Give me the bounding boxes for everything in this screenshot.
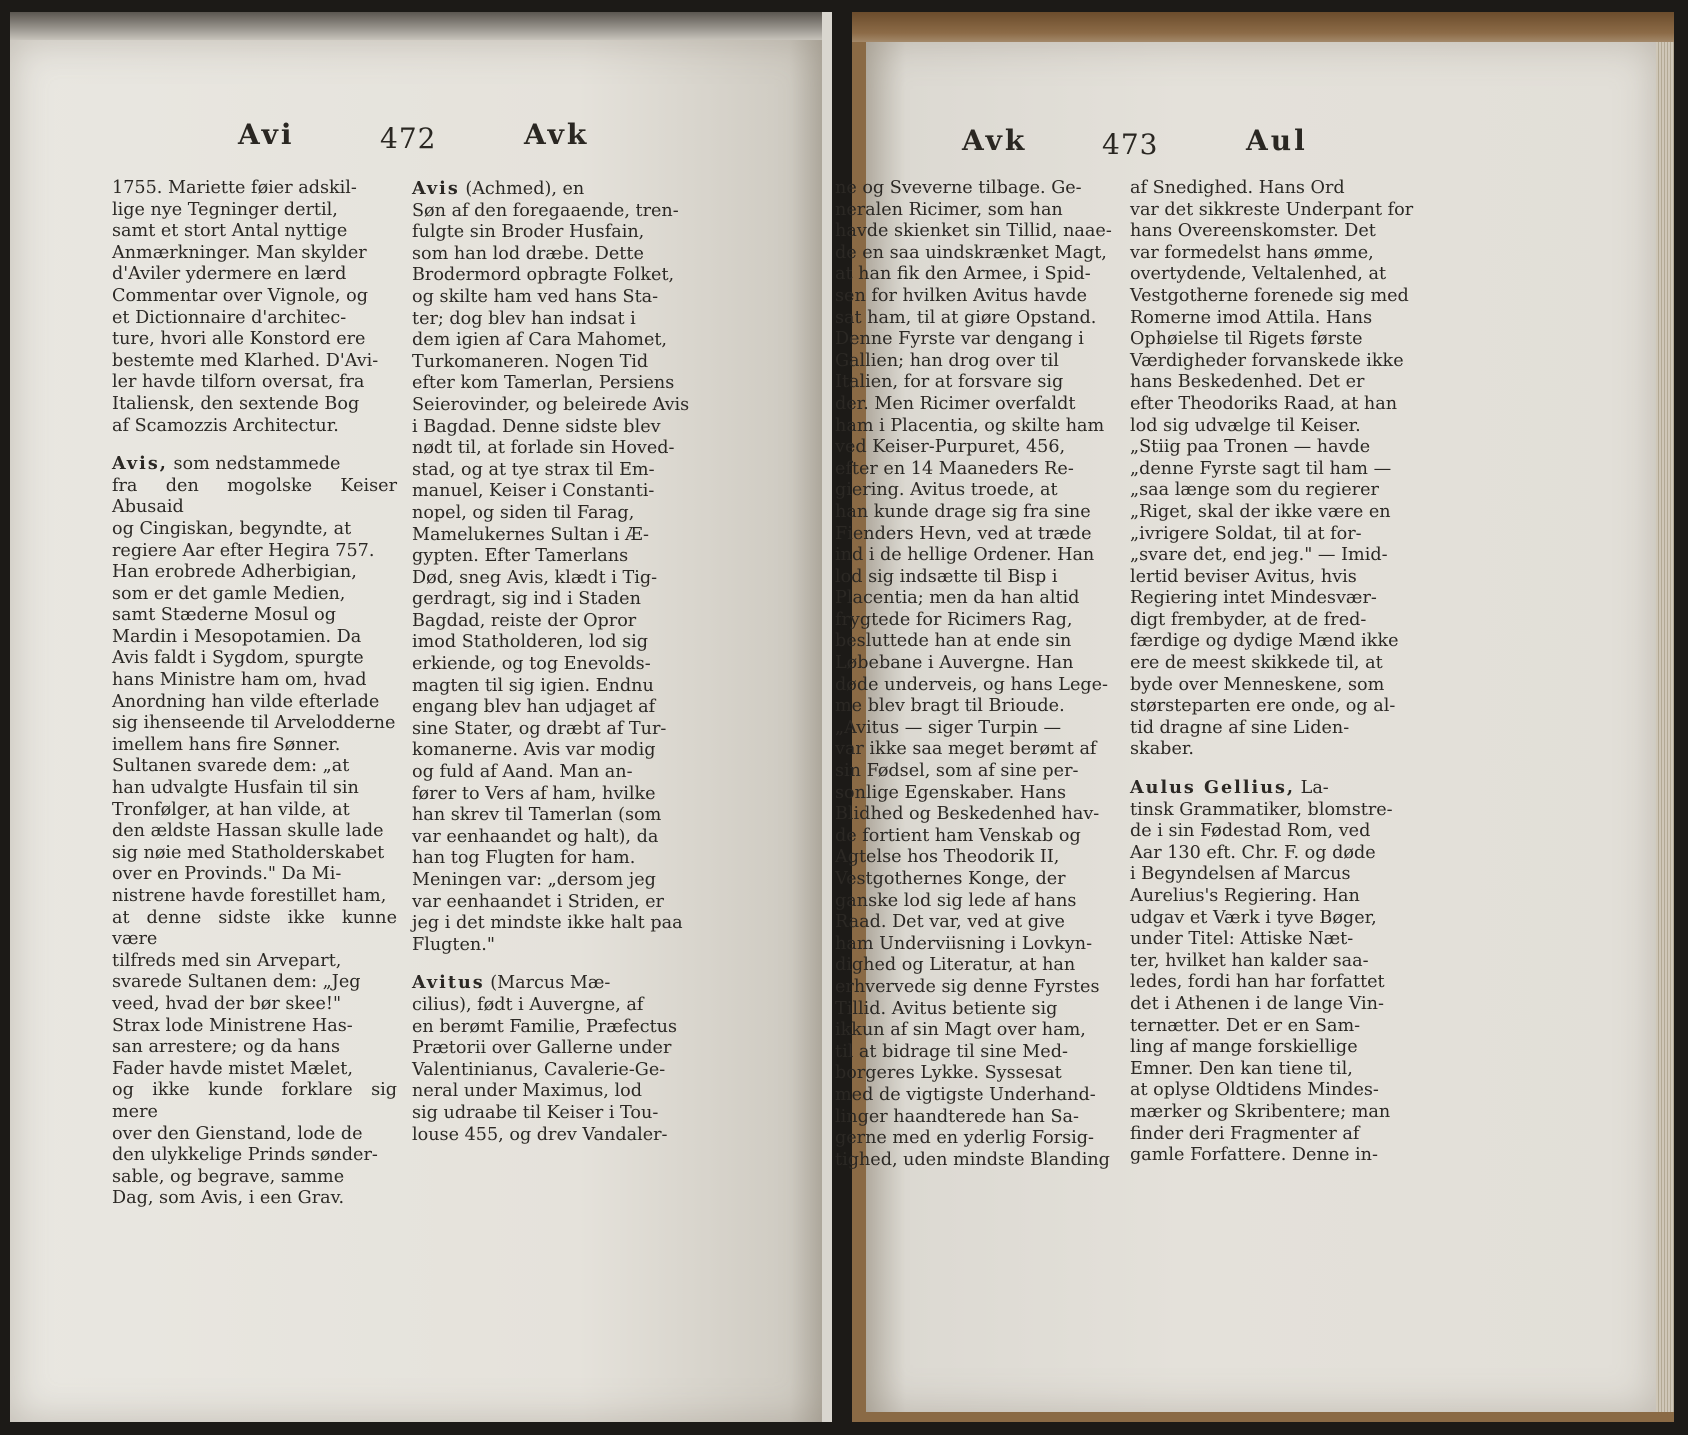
- entry-text: (Marcus Mæ- cilius), født i Auvergne, af en berømt Familie, Præfectus Prætorii over Gallerne under Valentinianus, Cavalerie-Ge- neral under Maximus, lod sig udraabe til Keiser i Tou- louse 455, og drev Vandaler-: [412, 973, 678, 1145]
- left-page-column-2: [412, 178, 699, 1146]
- text-paragraph: af Snedighed. Hans Ord var det sikkreste Underpant for hans Overeenskomster. Det var formedelst hans ømme, overtydende, Veltalenhed, at Vestgotherne forenede sig med Romerne imod Attila. Hans Ophøielse til Rigets første Værdigheder forvanskede ikke hans Beskedenhed. Det er efter Theodoriks Raad, at han lod sig udvælge til Keiser. „Stiig paa Tronen — havde „denne Fyrste sagt til ham — „saa længe som du regierer „Riget, skal der ikke være en „ivrigere Soldat, til at for- „svare det, end jeg." — Imid- lertid beviser Avitus, hvis Regiering intet Mindesvær- digt frembyder, at de fred- færdige og dydige Mænd ikke ere de meest skikkede til, at byde over Menneskene, som størsteparten ere onde, og al- tid dragne af sine Liden- skaber.: [1130, 178, 1414, 760]
- page-top-edge: [10, 12, 822, 40]
- left-head-keyword-last: Avk: [524, 118, 590, 151]
- left-page-column-1: [112, 178, 397, 1210]
- right-page-column-1: [835, 178, 1120, 1171]
- dictionary-entry: [1130, 777, 1415, 1167]
- entry-headword: Avis: [412, 178, 460, 199]
- text-paragraph: 1755. Mariette føier adskil- lige nye Tegninger dertil, samt et stort Antal nyttige Anmærkninger. Man skylder d'Aviler ydermere en lærd Commentar over Vignole, og et Dictionnaire d'architec- ture, hvori alle Konstord ere bestemte med Klarhed. D'Avi- ler havde tilforn oversat, fra Italiensk, den sextende Bog af Scamozzis Architectur.: [112, 178, 379, 436]
- right-page-number: 473: [1102, 128, 1159, 161]
- book-cover-edge: [852, 12, 1674, 42]
- entry-headword: Avitus: [412, 972, 485, 994]
- left-head-keyword-first: Avi: [238, 118, 295, 151]
- text-paragraph: ne og Sveverne tilbage. Ge- neralen Ricimer, som han havde skienket sin Tillid, naae- de en saa uindskrænket Magt, at han fik den Armee, i Spid- sen for hvilken Avitus havde sat ham, til at giøre Opstand. Denne Fyrste var dengang i Gallien; han drog over til Italien, for at forsvare sig der. Men Ricimer overfaldt ham i Placentia, og skilte ham ved Keiser-Purpuret, 456, efter en 14 Maaneders Re- giering. Avitus troede, at han kunde drage sig fra sine Fienders Hevn, ved at træde ind i de hellige Ordener. Han lod sig indsætte til Bisp i Placentia; men da han altid frygtede for Ricimers Rag, besluttede han at ende sin Løbebane i Auvergne. Han døde underveis, og hans Lege- me blev bragt til Brioude. „Avitus — siger Turpin — var ikke saa meget berømt af sin Fødsel, som af sine per- sonlige Egenskaber. Hans Blidhed og Beskedenhed hav- de fortient ham Venskab og Agtelse hos Theodorik II, Vestgothernes Konge, der ganske lod sig lede af hans Raad. Det var, ved at give ham Underviisning i Lovkyn- dighed og Literatur, at han erhvervede sig denne Fyrstes Tillid. Avitus betiente sig ikkun af sin Magt over ham, til at bidrage til sine Med- borgeres Lykke. Syssesat med de vigtigste Underhand- linger haandterede han Sa- gerne med en yderlig Forsig- tighed, uden mindste Blanding: [835, 178, 1112, 1170]
- entry-text: (Achmed), en Søn af den foregaaende, tren- fulgte sin Broder Husfain, som han lod dræbe. Dette Brodermord opbragte Folket, og skilte ham ved hans Sta- ter; dog blev han indsat i dem igien af Cara Mahomet, Turkomaneren. Nogen Tid efter kom Tamerlan, Persiens Seierovinder, og beleirede Avis i Bagdad. Denne sidste blev nødt til, at forlade sin Hoved- stad, og at tye strax til Em- manuel, Keiser i Constanti- nopel, og siden til Farag, Mamelukernes Sultan i Æ- gypten. Efter Tamerlans Død, sneg Avis, klædt i Tig- gerdragt, sig ind i Staden Bagdad, reiste der Opror imod Statholderen, lod sig erkiende, og tog Enevolds- magten til sig igien. Endnu engang blev han udjaget af sine Stater, og dræbt af Tur- komanerne. Avis var modig og fuld af Aand. Man an- fører to Vers af ham, hvilke han skrev til Tamerlan (som var eenhaandet og halt), da han tog Flugten for ham. Meningen var: „dersom jeg var eenhaandet i Striden, er jeg i det mindste ikke halt paa Flugten.": [412, 179, 690, 955]
- entry-text: La- tinsk Grammatiker, blomstre- de i sin Fødestad Rom, ved Aar 130 eft. Chr. F. og døde i Begyndelsen af Marcus Aurelius's Regiering. Han udgav et Værk i tyve Bøger, under Titel: Attiske Næt- ter, hvilket han kalder saa- ledes, fordi han har forfattet det i Athenen i de lange Vin- ternætter. Det er en Sam- ling af mange forskiellige Emner. Den kan tiene til, at oplyse Oldtidens Mindes- mærker og Skribentere; man finder deri Fragmenter af gamle Forfattere. Denne in-: [1130, 778, 1393, 1166]
- right-page-column-2: [1130, 178, 1415, 1167]
- entry-text: som nedstammede fra den mogolske Keiser Abusaid og Cingiskan, begyndte, at regiere Aar efter Hegira 757. Han erobrede Adherbigian, som er det gamle Medien, samt Stæderne Mosul og Mardin i Mesopotamien. Da Avis faldt i Sygdom, spurgte hans Ministre ham om, hvad Anordning han vilde efterlade sig ihenseende til Arvelodderne imellem hans fire Sønner. Sultanen svarede dem: „at han udvalgte Husfain til sin Tronfølger, at han vilde, at den ældste Hassan skulle lade sig nøie med Statholderskabet over en Provinds." Da Mi- nistrene havde forestillet ham, at denne sidste ikke kunne være tilfreds med sin Arvepart, svarede Sultanen dem: „Jeg veed, hvad der bør skee!" Strax lode Ministrene Has- san arrestere; og da hans Fader havde mistet Mælet, og ikke kunde forklare sig mere over den Gienstand, lode de den ulykkelige Prinds sønder- sable, og begrave, samme Dag, som Avis, i een Grav.: [112, 454, 397, 1209]
- dictionary-entry: [412, 972, 699, 1146]
- entry-headword: Avis,: [112, 453, 168, 475]
- entry-headword: Aulus Gellius,: [1130, 777, 1296, 799]
- left-page-number: 472: [380, 122, 437, 155]
- right-head-keyword-last: Aul: [1246, 124, 1308, 157]
- page-stack-edge: [1656, 42, 1674, 1412]
- dictionary-entry: [112, 453, 397, 1210]
- right-head-keyword-first: Avk: [962, 124, 1028, 157]
- dictionary-entry: [412, 178, 699, 956]
